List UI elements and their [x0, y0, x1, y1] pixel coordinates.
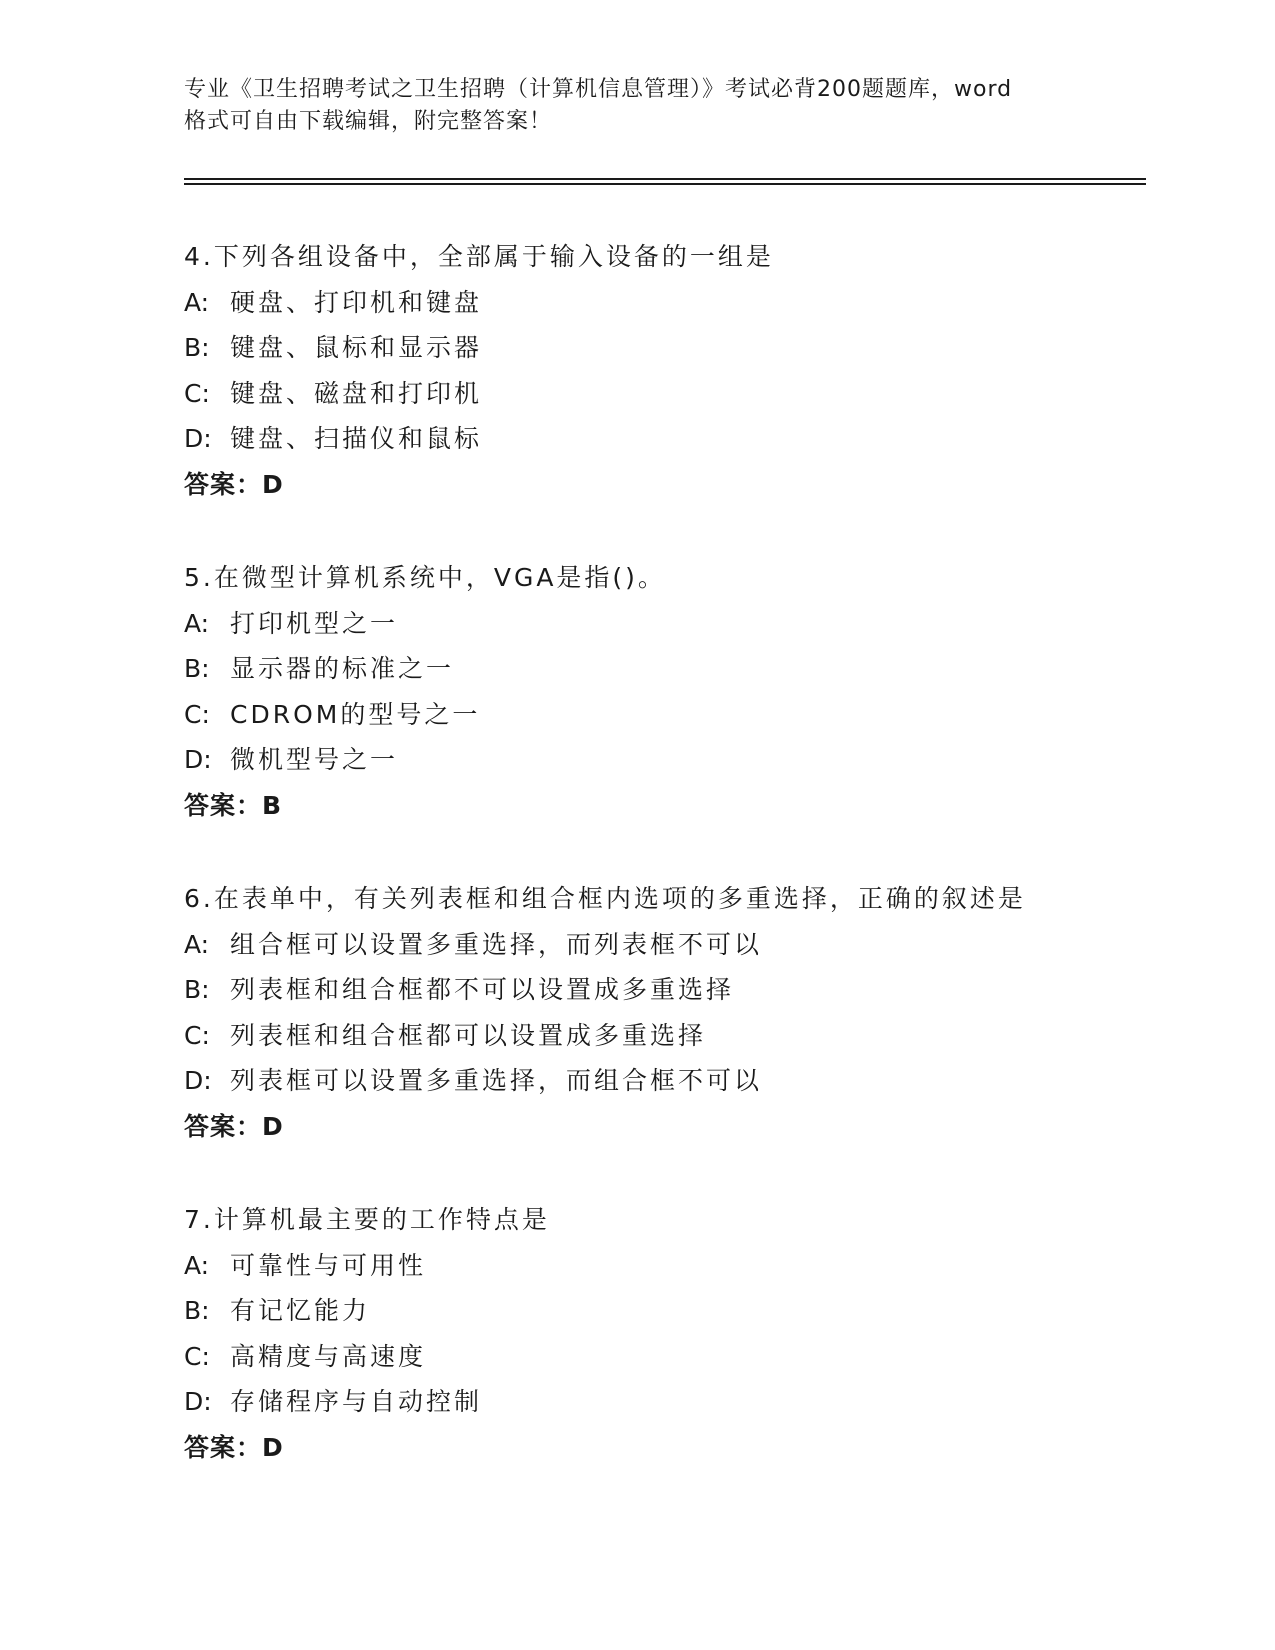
option-letter: B: [184, 654, 210, 683]
option-text: 打印机型之一 [230, 608, 399, 638]
option-text: 有记忆能力 [230, 1296, 371, 1325]
option-letter: B: [184, 333, 210, 362]
option-letter: D: [184, 424, 212, 453]
option-letter: B: [184, 1296, 210, 1325]
option-d [184, 737, 1144, 783]
option-letter: C: [184, 699, 210, 729]
option-c [184, 692, 1144, 738]
option-text: 硬盘、打印机和键盘 [230, 287, 483, 317]
option-a [184, 922, 1144, 968]
option-text: 可靠性与可用性 [230, 1250, 427, 1280]
option-b [184, 967, 1144, 1013]
header-title-line-2: 格式可自由下载编辑，附完整答案！ [184, 109, 553, 134]
option-a [184, 280, 1144, 326]
answer-line: 答案：B [184, 790, 283, 820]
option-text: 键盘、鼠标和显示器 [230, 333, 483, 362]
option-b [184, 1288, 1144, 1334]
question-stem: 7.计算机最主要的工作特点是 [184, 1205, 550, 1234]
option-a [184, 1243, 1144, 1289]
option-letter: B: [184, 975, 210, 1004]
document-header [184, 74, 1084, 138]
option-text: 微机型号之一 [230, 745, 399, 774]
question-block [184, 234, 1144, 507]
header-divider-top [184, 178, 1146, 180]
answer-line: 答案：D [184, 1111, 284, 1141]
option-letter: A: [184, 608, 210, 638]
option-b [184, 646, 1144, 692]
option-c [184, 1334, 1144, 1380]
option-letter: A: [184, 1250, 210, 1280]
option-letter: A: [184, 929, 210, 959]
option-a [184, 601, 1144, 647]
header-divider-bottom [184, 183, 1146, 185]
option-text: 存储程序与自动控制 [230, 1387, 483, 1416]
question-stem: 6.在表单中，有关列表框和组合框内选项的多重选择，正确的叙述是 [184, 884, 1026, 913]
option-d [184, 1379, 1144, 1425]
question-stem: 5.在微型计算机系统中，VGA是指()。 [184, 563, 666, 592]
option-text: 显示器的标准之一 [230, 654, 455, 683]
option-c [184, 1013, 1144, 1059]
option-letter: C: [184, 378, 210, 408]
option-d [184, 1058, 1144, 1104]
option-text: 键盘、扫描仪和鼠标 [230, 424, 483, 453]
option-c [184, 371, 1144, 417]
option-letter: D: [184, 1066, 212, 1095]
question-block [184, 876, 1144, 1149]
option-letter: D: [184, 1387, 212, 1416]
option-text: 组合框可以设置多重选择，而列表框不可以 [230, 929, 763, 959]
option-d [184, 416, 1144, 462]
question-block [184, 1197, 1144, 1470]
option-letter: A: [184, 287, 210, 317]
option-text: CDROM的型号之一 [230, 699, 481, 729]
option-text: 列表框和组合框都可以设置成多重选择 [230, 1020, 707, 1050]
question-stem: 4.下列各组设备中，全部属于输入设备的一组是 [184, 242, 774, 271]
option-text: 列表框和组合框都不可以设置成多重选择 [230, 975, 735, 1004]
answer-line: 答案：D [184, 469, 284, 499]
option-text: 高精度与高速度 [230, 1341, 427, 1371]
header-title-line-1: 专业《卫生招聘考试之卫生招聘（计算机信息管理）》考试必背200题题库，word [184, 77, 1013, 102]
option-text: 列表框可以设置多重选择，而组合框不可以 [230, 1066, 763, 1095]
question-block [184, 555, 1144, 828]
answer-line: 答案：D [184, 1432, 284, 1462]
option-letter: D: [184, 745, 212, 774]
option-text: 键盘、磁盘和打印机 [230, 378, 483, 408]
option-b [184, 325, 1144, 371]
option-letter: C: [184, 1341, 210, 1371]
option-letter: C: [184, 1020, 210, 1050]
